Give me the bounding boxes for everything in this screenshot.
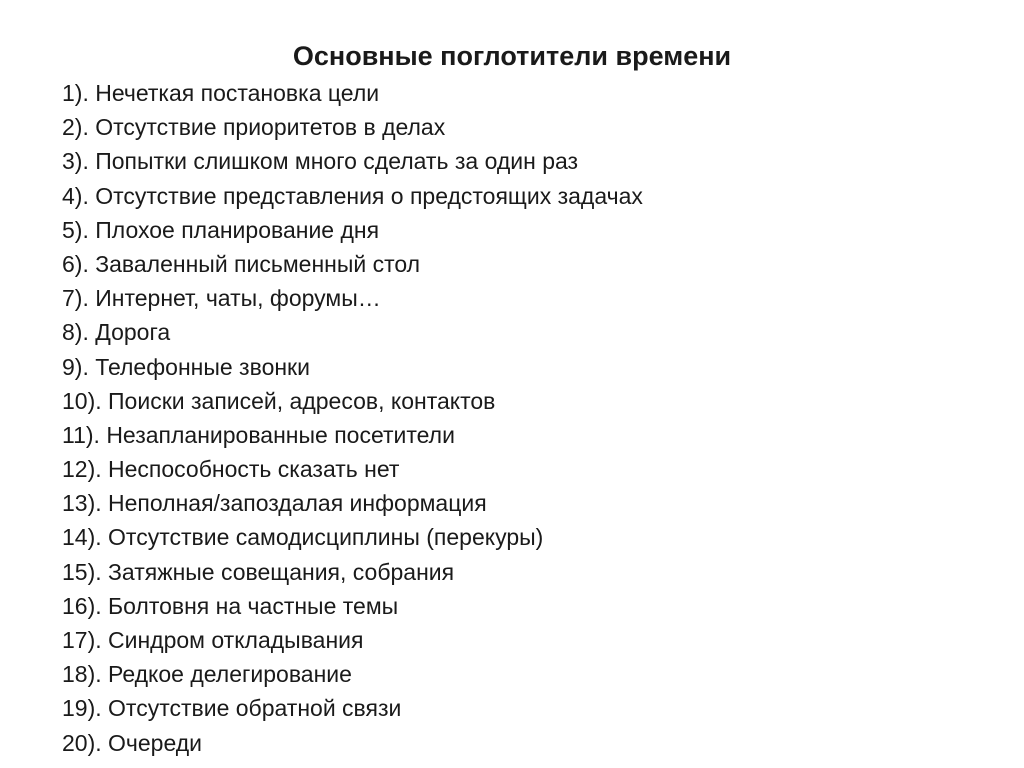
list-item: 20). Очереди: [62, 729, 203, 756]
list-item: 10). Поиски записей, адресов, контактов: [62, 387, 496, 414]
list-item: 19). Отсутствие обратной связи: [62, 695, 402, 722]
list-item: 2). Отсутствие приоритетов в делах: [62, 114, 446, 141]
list-item: 4). Отсутствие представления о предстоящих задачах: [62, 182, 643, 209]
list-item: 12). Неспособность сказать нет: [62, 456, 400, 483]
list-item: 5). Плохое планирование дня: [62, 216, 380, 243]
time-wasters-list: [62, 76, 643, 760]
list-item: 13). Неполная/запоздалая информация: [62, 490, 487, 517]
list-item: 15). Затяжные совещания, собрания: [62, 558, 455, 585]
list-item: 9). Телефонные звонки: [62, 353, 310, 380]
list-item: 18). Редкое делегирование: [62, 661, 352, 688]
page-title: Основные поглотители времени: [292, 41, 732, 71]
list-item: 8). Дорога: [62, 319, 171, 346]
list-item: 1). Нечеткая постановка цели: [62, 80, 380, 106]
list-item: 11). Незапланированные посетители: [62, 421, 455, 448]
list-item: 17). Синдром откладывания: [62, 627, 364, 653]
list-item: 16). Болтовня на частные темы: [62, 592, 399, 619]
list-item: 14). Отсутствие самодисциплины (перекуры): [62, 524, 544, 551]
list-item: 6). Заваленный письменный стол: [62, 250, 421, 277]
list-item: 7). Интернет, чаты, форумы…: [62, 285, 381, 312]
list-item: 3). Попытки слишком много сделать за один раз: [62, 148, 579, 175]
